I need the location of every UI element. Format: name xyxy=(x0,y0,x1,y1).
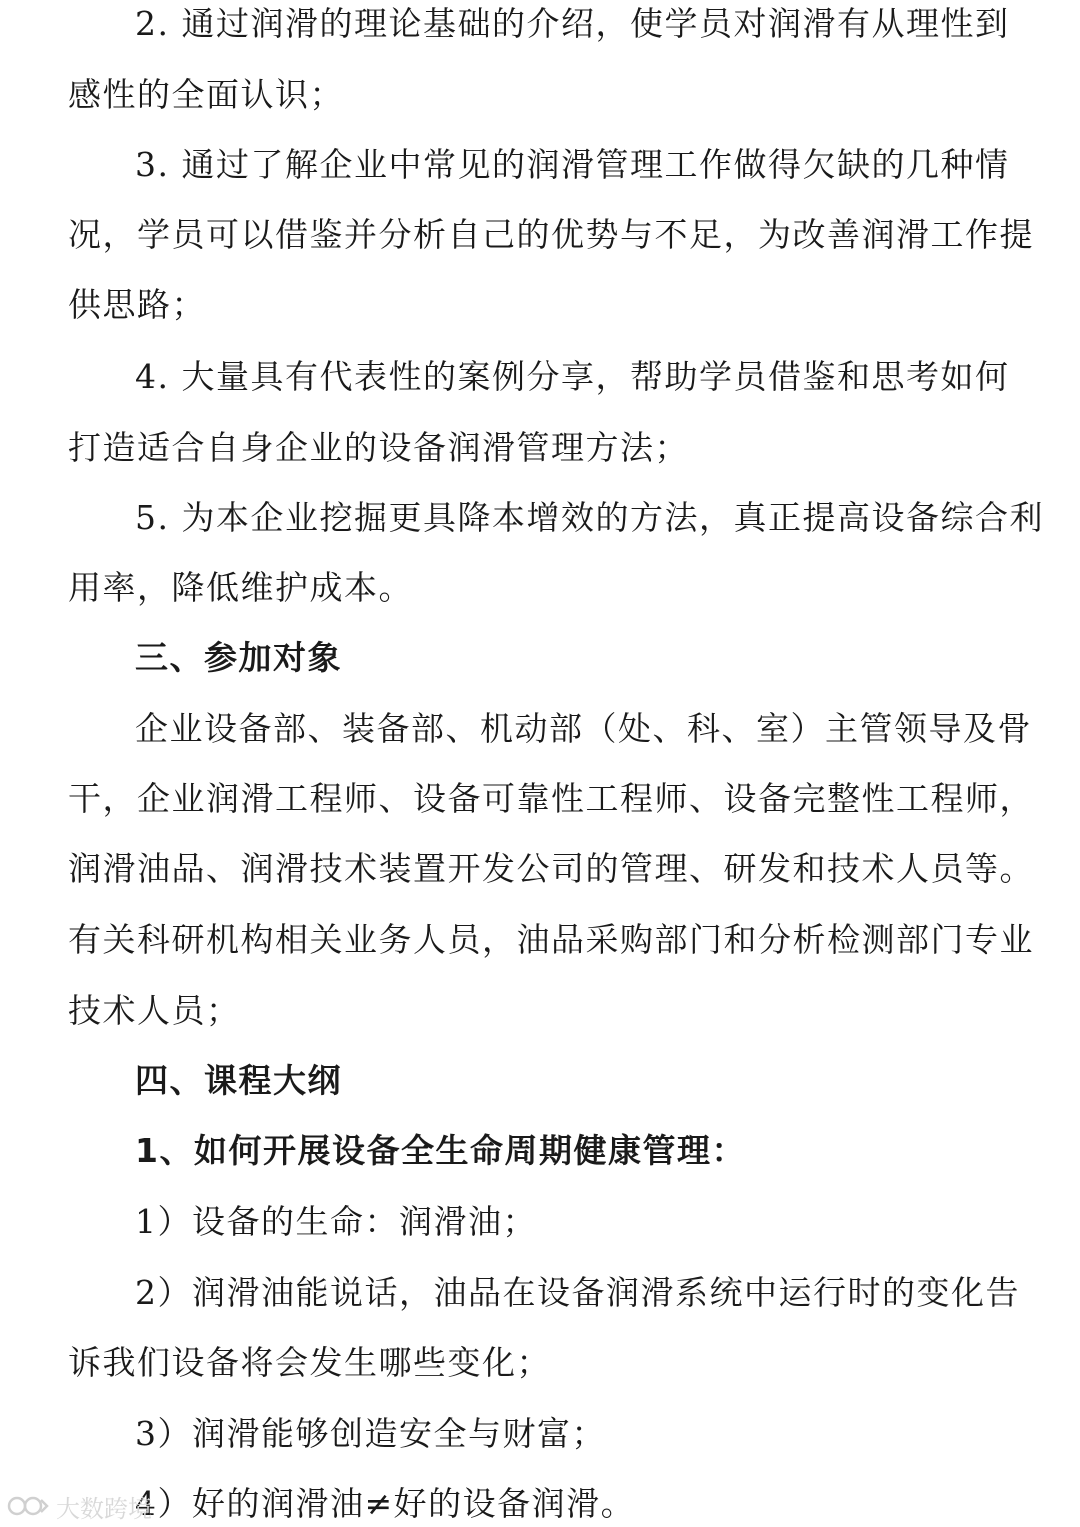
outline-subheading-1: 1、如何开展设备全生命周期健康管理： xyxy=(135,1131,746,1170)
goal-3-line-1: 3. 通过了解企业中常见的润滑管理工作做得欠缺的几种情 xyxy=(135,145,1010,184)
outline-item-4: 4）好的润滑油≠好的设备润滑。 xyxy=(135,1484,636,1523)
section-heading-outline: 四、课程大纲 xyxy=(135,1061,342,1100)
participants-line-2: 干，企业润滑工程师、设备可靠性工程师、设备完整性工程师， xyxy=(68,779,1034,818)
outline-item-3: 3）润滑能够创造安全与财富； xyxy=(135,1414,606,1453)
participants-line-3: 润滑油品、润滑技术装置开发公司的管理、研发和技术人员等。 xyxy=(68,849,1034,888)
goal-3-line-2: 况，学员可以借鉴并分析自己的优势与不足，为改善润滑工作提 xyxy=(68,215,1034,254)
goal-2-line-1: 2. 通过润滑的理论基础的介绍，使学员对润滑有从理性到 xyxy=(135,4,1010,43)
goal-2-line-2: 感性的全面认识； xyxy=(68,75,344,114)
goal-5-line-1: 5. 为本企业挖掘更具降本增效的方法，真正提高设备综合利 xyxy=(135,498,1044,537)
outline-item-2-line-2: 诉我们设备将会发生哪些变化； xyxy=(68,1343,551,1382)
participants-line-5: 技术人员； xyxy=(68,991,241,1030)
outline-item-1: 1）设备的生命：润滑油； xyxy=(135,1202,537,1241)
outline-item-2-line-1: 2）润滑油能说话，油品在设备润滑系统中运行时的变化告 xyxy=(135,1273,1020,1312)
goal-3-line-3: 供思路； xyxy=(68,285,206,324)
participants-line-4: 有关科研机构相关业务人员，油品采购部门和分析检测部门专业 xyxy=(68,920,1034,959)
goal-4-line-2: 打造适合自身企业的设备润滑管理方法； xyxy=(68,428,689,467)
section-heading-participants: 三、参加对象 xyxy=(135,638,342,677)
goal-4-line-1: 4. 大量具有代表性的案例分享，帮助学员借鉴和思考如何 xyxy=(135,357,1010,396)
goal-5-line-2: 用率，降低维护成本。 xyxy=(68,568,413,607)
watermark-text: 大数跨境 xyxy=(56,1494,152,1523)
participants-line-1: 企业设备部、装备部、机动部（处、科、室）主管领导及骨 xyxy=(135,709,1032,748)
